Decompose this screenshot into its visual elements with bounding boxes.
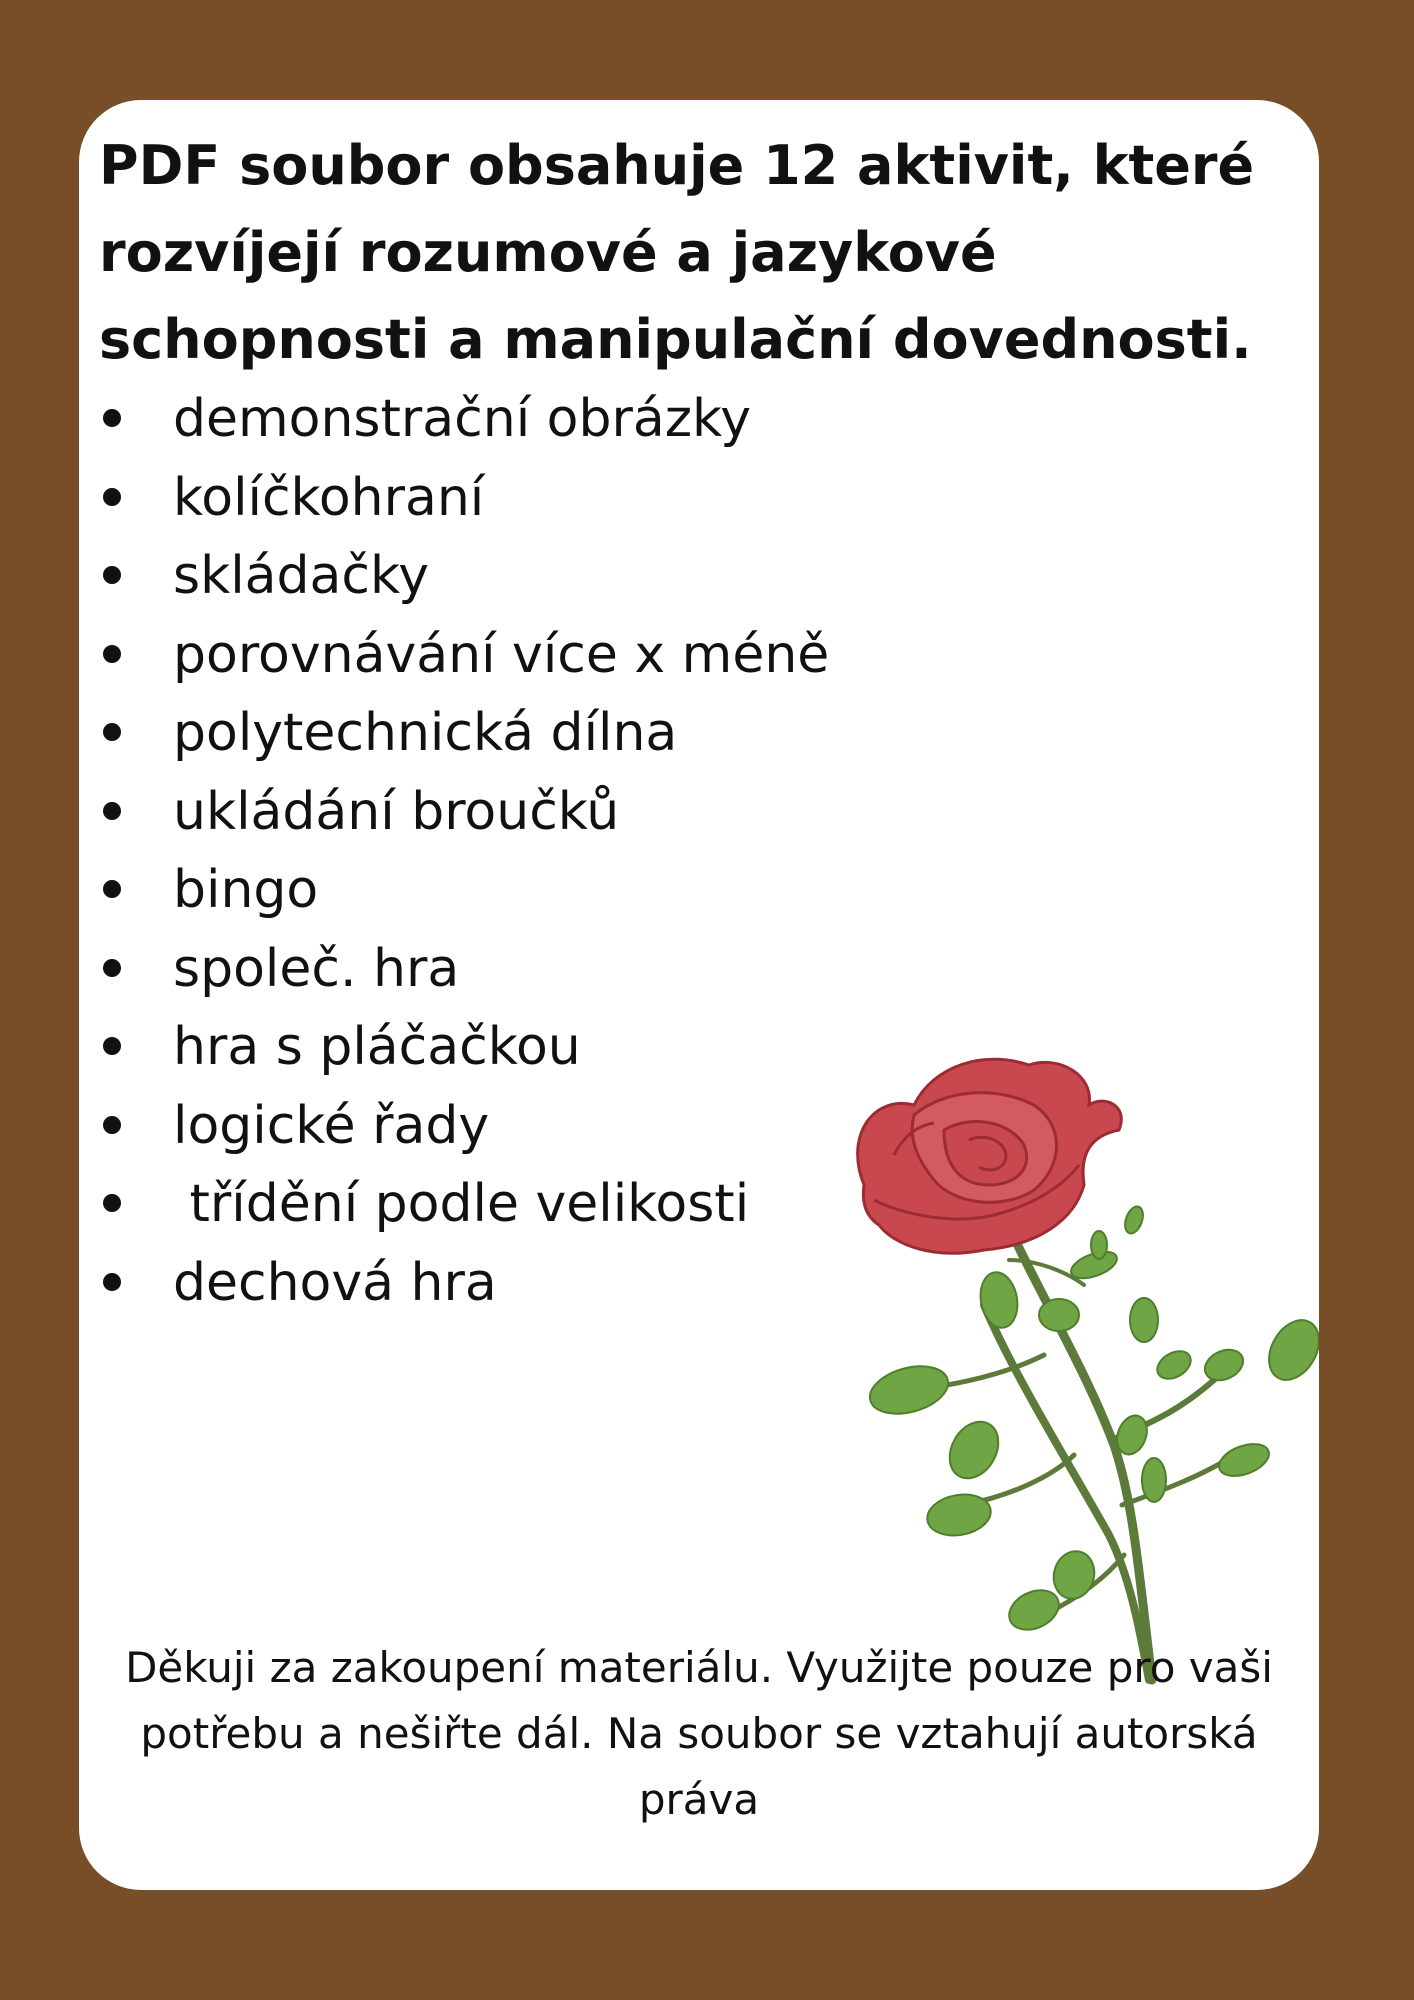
list-item-label: kolíčkohraní (173, 467, 485, 528)
bullet-dot-icon (103, 645, 121, 663)
bullet-dot-icon (103, 566, 121, 584)
bullet-dot-icon (103, 723, 121, 741)
list-item-label: společ. hra (173, 938, 460, 999)
content-card (79, 100, 1319, 1890)
list-item-label: polytechnická dílna (173, 703, 678, 763)
page-heading: PDF soubor obsahuje 12 aktivit, které rozvíjejí rozumové a jazykové schopnosti a manipulační dovednosti. (99, 134, 1255, 371)
bullet-dot-icon (103, 409, 121, 427)
list-item-label: porovnávání více x méně (173, 624, 830, 685)
bullet-dot-icon (103, 488, 121, 506)
list-item-label: bingo (173, 860, 319, 920)
bullet-dot-icon (103, 1037, 121, 1055)
red-rose-icon (834, 1035, 1319, 1695)
bullet-dot-icon (103, 959, 121, 977)
list-item-label: hra s pláčačkou (173, 1017, 581, 1077)
bullet-dot-icon (103, 802, 121, 820)
bullet-dot-icon (103, 1116, 121, 1134)
bullet-dot-icon (103, 1273, 121, 1291)
list-item-label: skládačky (173, 546, 430, 606)
list-item-label: demonstrační obrázky (173, 389, 752, 449)
list-item-label: ukládání broučků (173, 781, 620, 842)
list-item-label: třídění podle velikosti (173, 1174, 750, 1234)
bullet-dot-icon (103, 1194, 121, 1212)
bullet-dot-icon (103, 880, 121, 898)
list-item-label: logické řady (173, 1095, 490, 1156)
copyright-note: Děkuji za zakoupení materiálu. Využijte pouze pro vaši potřebu a nešiřte dál. Na soubor se vztahují autorská práva (125, 1643, 1273, 1824)
list-item-label: dechová hra (173, 1252, 497, 1313)
